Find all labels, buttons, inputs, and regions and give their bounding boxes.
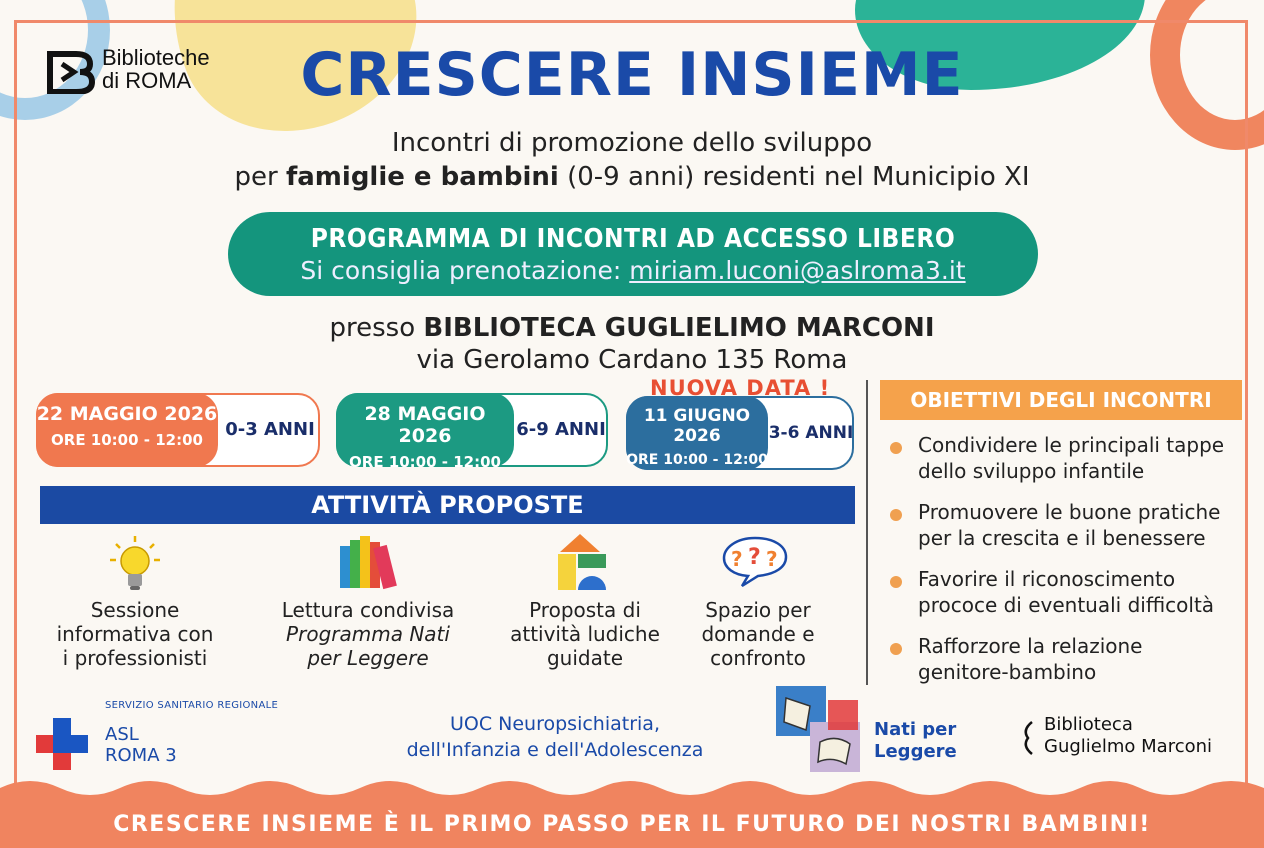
activity-2: Lettura condivisa Programma Nati per Leggere — [281, 598, 455, 670]
subtitle-line-2: per famiglie e bambini (0-9 anni) residenti nel Municipio XI — [234, 162, 1030, 192]
activity-4: Spazio per domande e confronto — [701, 598, 815, 670]
bullet-icon — [890, 509, 902, 521]
date-card-2-age: 6-9 ANNI — [516, 419, 606, 440]
biblioteca-marconi-logo-icon — [1018, 720, 1036, 760]
new-date-badge: NUOVA DATA ! — [650, 376, 831, 400]
date-card-1-age: 0-3 ANNI — [225, 419, 315, 440]
activity-1: Sessione informativa con i professionisti — [56, 598, 214, 670]
venue-name: presso BIBLIOTECA GUGLIELIMO MARCONI — [329, 313, 935, 343]
date-card-3-date: 11 GIUGNO 2026 ORE 10:00 - 12:00 — [626, 396, 768, 470]
asl-logo-text: ASL ROMA 3 — [105, 724, 177, 766]
asl-cross-icon — [36, 718, 88, 774]
objective-item: Promuovere le buone pratiche per la crescita e il benessere — [890, 499, 1240, 551]
email-link[interactable]: miriam.luconi@aslroma3.it — [629, 256, 966, 285]
question-bubble-icon — [720, 534, 790, 592]
date-card-3 — [626, 396, 854, 470]
bullet-icon — [890, 576, 902, 588]
bullet-icon — [890, 442, 902, 454]
objective-item: Rafforzore la relazione genitore-bambino — [890, 633, 1240, 685]
access-banner — [228, 212, 1038, 296]
books-icon — [338, 532, 400, 594]
access-banner-heading: PROGRAMMA DI INCONTRI AD ACCESSO LIBERO — [310, 224, 956, 254]
booking-note: Si consiglia prenotazione: miriam.luconi@aslroma3.it — [300, 256, 966, 285]
bullet-icon — [890, 643, 902, 655]
biblioteca-marconi-text: Biblioteca Guglielmo Marconi — [1044, 714, 1213, 757]
activities-heading: ATTIVITÀ PROPOSTE — [40, 486, 855, 524]
venue-address: via Gerolamo Cardano 135 Roma — [416, 345, 848, 375]
subtitle-line-1: Incontri di promozione dello sviluppo — [391, 128, 873, 158]
asl-region-label: SERVIZIO SANITARIO REGIONALE — [105, 700, 279, 711]
objectives-heading: OBIETTIVI DEGLI INCONTRI — [880, 380, 1242, 420]
date-card-1-date: 22 MAGGIO 2026 ORE 10:00 - 12:00 — [36, 393, 218, 467]
date-card-2 — [336, 393, 608, 471]
blocks-icon — [554, 530, 612, 596]
logo-text: Biblioteche di ROMA — [102, 45, 210, 93]
objective-item: Condividere le principali tappe dello sviluppo infantile — [890, 432, 1240, 484]
svg-text:?: ? — [731, 547, 743, 571]
date-card-1 — [36, 393, 320, 467]
page-title: CRESCERE INSIEME — [300, 40, 964, 110]
nati-per-leggere-text: Nati per Leggere — [874, 719, 957, 762]
objective-item: Favorire il riconoscimento prococe di eventuali difficoltà — [890, 566, 1240, 618]
svg-text:?: ? — [748, 545, 761, 570]
lightbulb-icon — [108, 534, 162, 596]
footer-tagline: CRESCERE INSIEME È IL PRIMO PASSO PER IL FUTURO DEI NOSTRI BAMBINI! — [113, 812, 1151, 837]
date-card-3-age: 3-6 ANNI — [768, 423, 854, 443]
date-card-2-date: 28 MAGGIO 2026 ORE 10:00 - 12:00 — [336, 393, 514, 467]
activity-3: Proposta di attività ludiche guidate — [510, 598, 660, 670]
svg-text:?: ? — [766, 547, 778, 571]
column-divider — [866, 380, 868, 685]
nati-per-leggere-logo-icon — [776, 686, 862, 776]
uoc-label: UOC Neuropsichiatria, dell'Infanzia e dell'Adolescenza — [406, 713, 704, 761]
